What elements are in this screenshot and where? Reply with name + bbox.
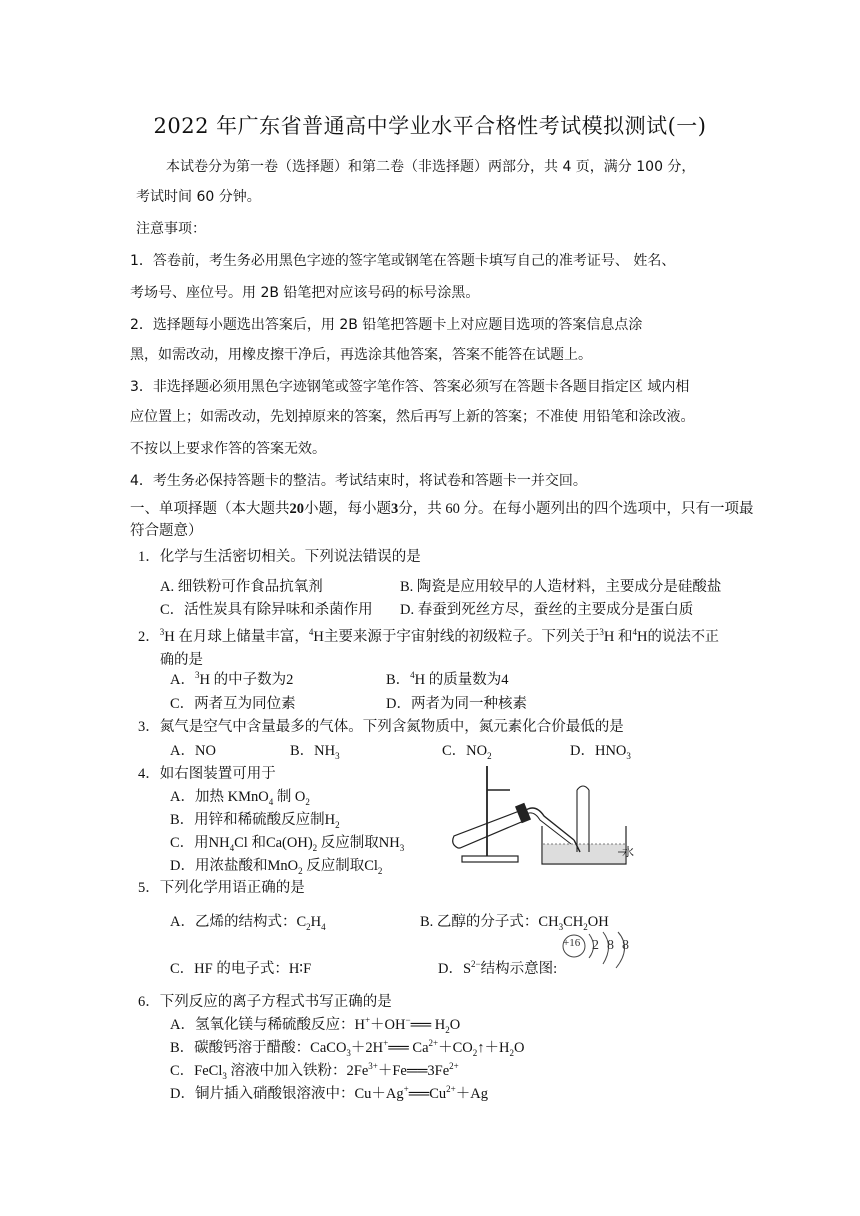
section-heading-line-2: 符合题意） (130, 523, 203, 539)
q1-option-b: B. 陶瓷是应用较早的人造材料，主要成分是硅酸盐 (400, 579, 722, 595)
gas-collection-apparatus (440, 760, 650, 870)
notice-line: 应位置上；如需改动，先划掉原来的答案，然后再写上新的答案；不准使 用铅笔和涂改液。 (130, 409, 695, 425)
shell-1-electrons: 2 (592, 938, 599, 953)
notice-heading: 注意事项： (136, 221, 206, 237)
q6-option-c: C．FeCl$_3$ 溶液中加入铁粉：$2Fe^{3+}+Fe══3Fe^{2+}$ (170, 1061, 459, 1081)
q5-option-c: C．HF 的电子式：H∶F (170, 961, 312, 977)
q1-option-c: C．活性炭具有除异味和杀菌作用 (160, 602, 373, 618)
nucleus-label: +16 (563, 937, 581, 949)
q6-option-a: A．氢氧化镁与稀硫酸反应：H+＋OH−══ $H_2O$ (170, 1015, 461, 1035)
notice-line: 黑，如需改动，用橡皮擦干净后，再选涂其他答案，答案不能答在试题上。 (130, 347, 592, 363)
q5-option-a: A．乙烯的结构式：$C_2H_4$ (170, 914, 326, 932)
notice-line: 4．考生务必保持答题卡的整洁。考试结束时，将试卷和答题卡一并交回。 (130, 473, 587, 489)
shell-2-electrons: 8 (607, 938, 614, 953)
q6-option-d: D．铜片插入硝酸银溶液中：$Cu+Ag^+══Cu^{2+}+Ag$ (170, 1084, 488, 1102)
q2-stem: 2．$^3$H 在月球上储量丰富，$^4$H主要来源于宇宙射线的初级粒子。下列关于$^3$H 和$^4$H的说法不正 (138, 627, 719, 645)
q2-option-d: D．两者为同一种核素 (386, 696, 527, 712)
intro-line-1: 本试卷分为第一卷（选择题）和第二卷（非选择题）两部分，共 4 页，满分 100 分， (166, 159, 696, 175)
shell-3-electrons: 8 (622, 938, 629, 953)
q3-option-d: D．$HNO_3$ (570, 743, 631, 761)
q2-stem-line-2: 确的是 (160, 652, 203, 668)
q5-stem: 5．下列化学用语正确的是 (138, 880, 305, 896)
q2-option-b: B．$^4$H 的质量数为4 (386, 670, 509, 688)
water-label: 水 (622, 845, 635, 859)
q4-option-d: D．用浓盐酸和MnO$_2$ 反应制取$Cl_2$ (170, 858, 383, 876)
notice-line: 3．非选择题必须用黑色字迹钢笔或签字笔作答、答案必须写在答题卡各题目指定区 域内相 (130, 379, 690, 395)
q6-stem: 6．下列反应的离子方程式书写正确的是 (138, 994, 392, 1010)
q2-option-c: C．两者互为同位素 (170, 696, 296, 712)
q4-option-a: A．加热 KMnO$_4$ 制 $O_2$ (170, 789, 310, 807)
q1-option-d: D. 春蚕到死丝方尽，蚕丝的主要成分是蛋白质 (400, 602, 694, 618)
q4-stem: 4．如右图装置可用于 (138, 766, 276, 782)
page-title: 2022 年广东省普通高中学业水平合格性考试模拟测试(一) (153, 114, 707, 138)
q6-option-b: B．碳酸钙溶于醋酸：CaCO$_3$＋2H+══ $Ca^{2+}+CO_2↑+H_2O$ (170, 1038, 525, 1058)
section-heading: 一、单项择题（本大题共20小题，每小题3分，共 60 分。在每小题列出的四个选项中，只有一项最 (130, 501, 754, 517)
notice-line: 1．答卷前，考生务必用黑色字迹的签字笔或钢笔在答题卡填写自己的准考证号、 姓名、 (130, 253, 676, 269)
q5-option-b: B. 乙醇的分子式：$CH_3CH_2OH$ (420, 914, 609, 932)
q1-option-a: A. 细铁粉可作食品抗氧剂 (160, 579, 323, 595)
intro-line-2: 考试时间 60 分钟。 (136, 189, 261, 205)
notice-line: 不按以上要求作答的答案无效。 (130, 441, 326, 457)
q5-option-d: D．$S^{2-}$结构示意图: (438, 959, 558, 977)
q4-option-c: C．用$NH_4Cl$ 和$Ca(OH)_2$ 反应制取$NH_3$ (170, 835, 405, 853)
q3-option-b: B．$NH_3$ (290, 743, 340, 761)
q2-option-a: A．$^3$H 的中子数为2 (170, 670, 294, 688)
notice-line: 2．选择题每小题选出答案后，用 2B 铅笔把答题卡上对应题目选项的答案信息点涂 (130, 317, 643, 333)
q3-option-a: A．NO (170, 743, 216, 759)
q1-stem: 1．化学与生活密切相关。下列说法错误的是 (138, 549, 421, 565)
q3-option-c: C．$NO_2$ (442, 743, 492, 761)
notice-line: 考场号、座位号。用 2B 铅笔把对应该号码的标号涂黑。 (130, 285, 480, 301)
q3-stem: 3．氮气是空气中含量最多的气体。下列含氮物质中，氮元素化合价最低的是 (138, 719, 624, 735)
q4-option-b: B．用锌和稀硫酸反应制$H_2$ (170, 812, 340, 830)
